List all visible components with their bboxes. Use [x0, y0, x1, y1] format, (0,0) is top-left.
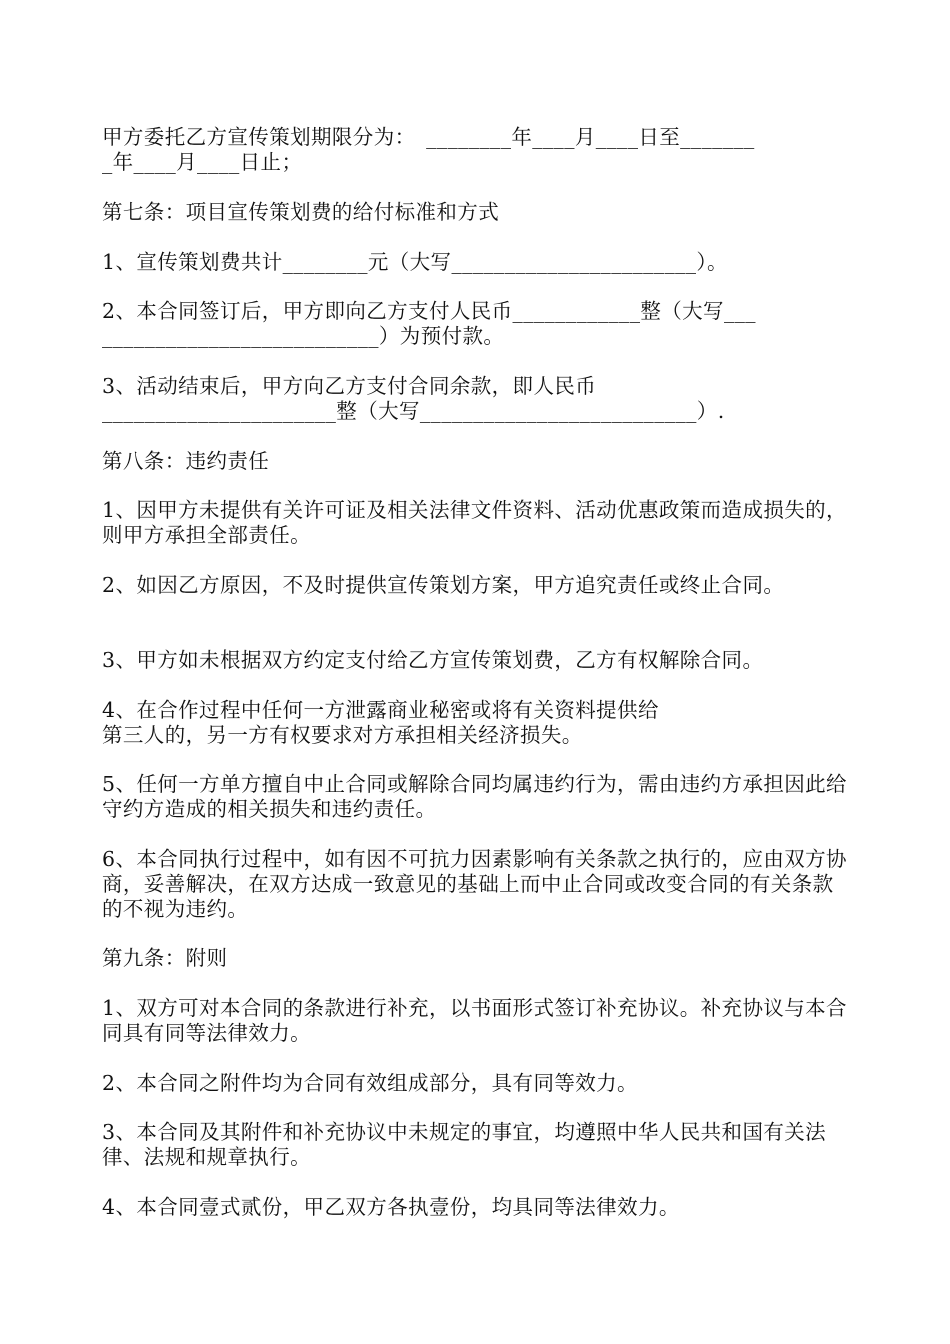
article-9-item-4: 4、本合同壹式贰份，甲乙双方各执壹份，均具同等法律效力。 [102, 1195, 680, 1219]
article-9-item-2: 2、本合同之附件均为合同有效组成部分，具有同等效力。 [102, 1071, 638, 1095]
article-9-item-3: 3、本合同及其附件和补充协议中未规定的事宜，均遵照中华人民共和国有关法律、法规和规章执行。 [102, 1120, 827, 1169]
article-7-heading: 第七条：项目宣传策划费的给付标准和方式 [102, 200, 500, 224]
article-7-item-2 [102, 299, 854, 349]
article-7-item-2-line-2: __________________________）为预付款。 [102, 324, 505, 348]
article-7-item-3 [102, 374, 854, 424]
article-8-item-5: 5、任何一方单方擅自中止合同或解除合同均属违约行为，需由违约方承担因此给守约方造成的相关损失和违约责任。 [102, 772, 847, 821]
article-7-item-3-line-2: ______________________整（大写__________________________）. [102, 399, 725, 423]
article-8-item-6: 6、本合同执行过程中，如有因不可抗力因素影响有关条款之执行的，应由双方协商，妥善解决，在双方达成一致意见的基础上而中止合同或改变合同的有关条款的不视为违约。 [102, 847, 847, 921]
article-8-item-1: 1、因甲方未提供有关许可证及相关法律文件资料、活动优惠政策而造成损失的，则甲方承担全部责任。 [102, 498, 847, 547]
article-8-heading: 第八条：违约责任 [102, 449, 270, 473]
term-clause [102, 125, 854, 175]
article-8-item-2: 2、如因乙方原因，不及时提供宣传策划方案，甲方追究责任或终止合同。 [102, 573, 785, 597]
article-7-item-3-line-1: 3、活动结束后，甲方向乙方支付合同余款，即人民币 [102, 374, 597, 398]
article-9-item-1: 1、双方可对本合同的条款进行补充，以书面形式签订补充协议。补充协议与本合同具有同等法律效力。 [102, 996, 847, 1045]
article-7-item-2-line-1: 2、本合同签订后，甲方即向乙方支付人民币____________整（大写___ [102, 299, 756, 323]
article-7-item-1: 1、宣传策划费共计________元（大写_______________________）。 [102, 250, 728, 274]
term-clause-line-2: _年____月____日止； [102, 150, 303, 174]
article-9-heading: 第九条：附则 [102, 946, 228, 970]
article-8-item-4-line-2: 第三人的，另一方有权要求对方承担相关经济损失。 [102, 723, 583, 747]
term-clause-line-1: 甲方委托乙方宣传策划期限分为： ________年____月____日至_______ [102, 125, 755, 149]
article-8-item-4-line-1: 4、在合作过程中任何一方泄露商业秘密或将有关资料提供给 [102, 698, 659, 722]
article-8-item-4 [102, 698, 854, 748]
article-8-item-3: 3、甲方如未根据双方约定支付给乙方宣传策划费，乙方有权解除合同。 [102, 648, 764, 672]
